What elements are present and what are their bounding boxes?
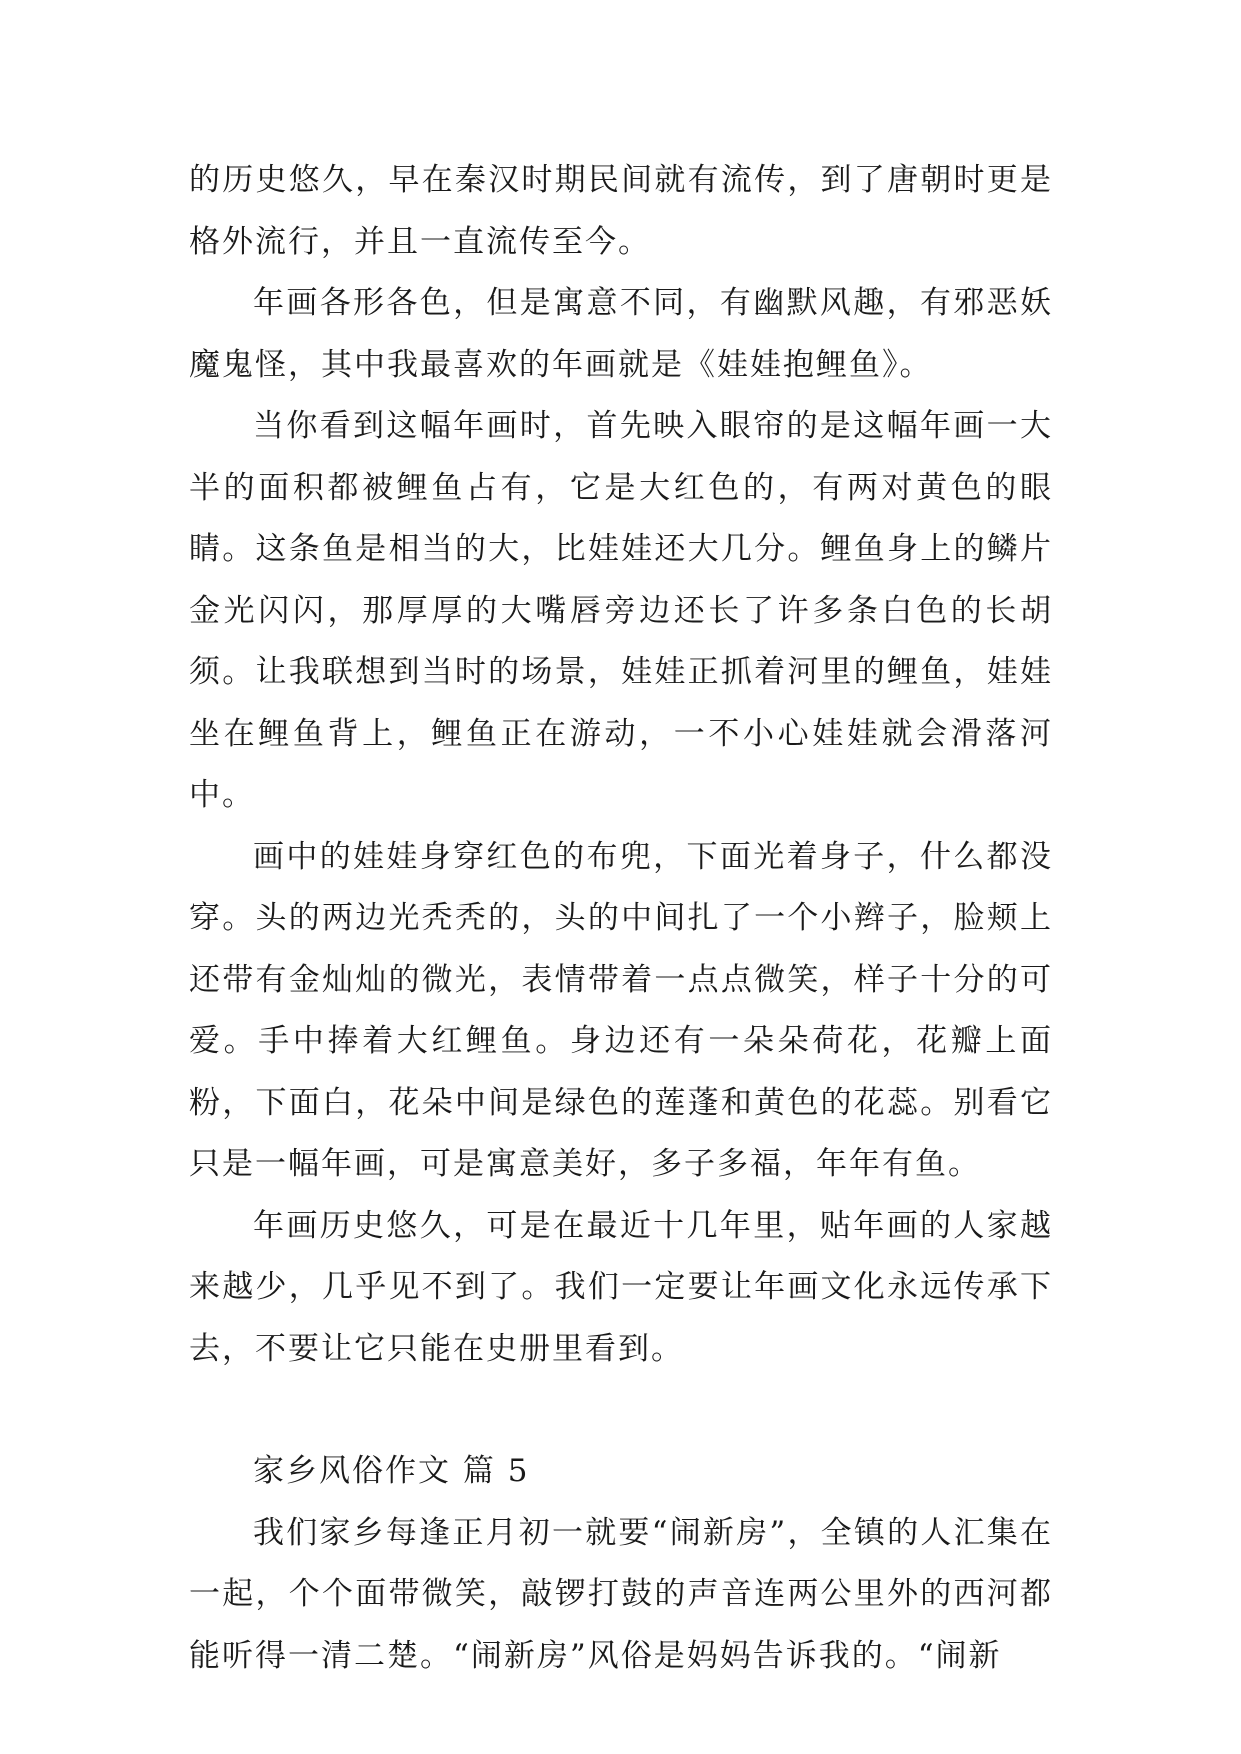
- paragraph-1: 的历史悠久，早在秦汉时期民间就有流传，到了唐朝时更是格外流行，并且一直流传至今。: [189, 162, 1053, 260]
- paragraph-3: 当你看到这幅年画时，首先映入眼帘的是这幅年画一大半的面积都被鲤鱼占有，它是大红色的，有两对黄色的眼睛。这条鱼是相当的大，比娃娃还大几分。鲤鱼身上的鳞片金光闪闪，那厚厚的大嘴唇旁边还长了许多条白色的长胡须。让我联想到当时的场景，娃娃正抓着河里的鲤鱼，娃娃坐在鲤鱼背上，鲤鱼正在游动，一不小心娃娃就会滑落河中。: [189, 408, 1053, 813]
- paragraph-5: 年画历史悠久，可是在最近十几年里，贴年画的人家越来越少，几乎见不到了。我们一定要让年画文化永远传承下去，不要让它只能在史册里看到。: [189, 1207, 1053, 1367]
- section-heading: 家乡风俗作文 篇 5: [253, 1453, 530, 1489]
- document-page: [189, 150, 1053, 1687]
- paragraph-2: 年画各形各色，但是寓意不同，有幽默风趣，有邪恶妖魔鬼怪，其中我最喜欢的年画就是《娃娃抱鲤鱼》。: [189, 285, 1053, 383]
- paragraph-6: 我们家乡每逢正月初一就要“闹新房”，全镇的人汇集在一起，个个面带微笑，敲锣打鼓的声音连两公里外的西河都能听得一清二楚。“闹新房”风俗是妈妈告诉我的。“闹新: [189, 1514, 1053, 1674]
- paragraph-4: 画中的娃娃身穿红色的布兜，下面光着身子，什么都没穿。头的两边光秃秃的，头的中间扎了一个小辫子，脸颊上还带有金灿灿的微光，表情带着一点点微笑，样子十分的可爱。手中捧着大红鲤鱼。身边还有一朵朵荷花，花瓣上面粉，下面白，花朵中间是绿色的莲蓬和黄色的花蕊。别看它只是一幅年画，可是寓意美好，多子多福，年年有鱼。: [189, 838, 1053, 1182]
